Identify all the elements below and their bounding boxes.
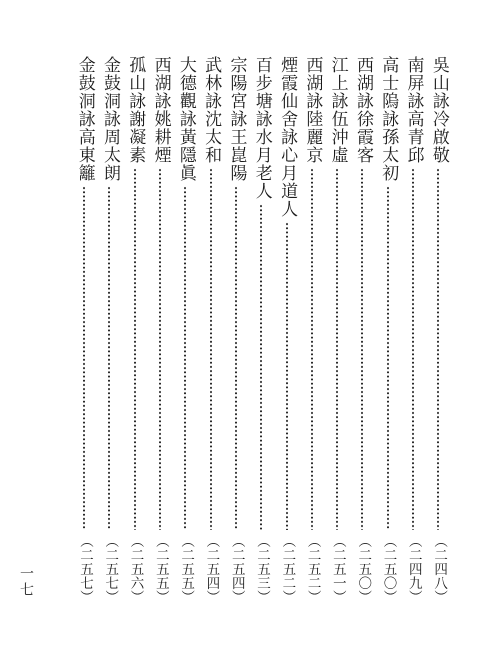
dot-leader	[361, 168, 363, 530]
dot-leader	[437, 168, 439, 530]
dot-leader	[260, 204, 262, 530]
toc-entry	[426, 56, 451, 604]
toc-entry	[173, 56, 198, 604]
entry-title: 南屏詠高青邱	[403, 56, 424, 164]
toc-entry	[249, 56, 274, 604]
entry-page-number: （二五〇）	[355, 534, 372, 604]
entry-page-number: （二五一）	[329, 534, 346, 604]
toc-entry	[147, 56, 172, 604]
dot-leader	[412, 168, 414, 530]
toc-entry	[375, 56, 400, 604]
entry-title: 西湖詠陸麗京	[302, 56, 323, 164]
dot-leader	[134, 168, 136, 530]
toc-entry	[223, 56, 248, 604]
dot-leader	[235, 186, 237, 530]
entry-title: 金鼓洞詠周太朗	[99, 56, 120, 182]
toc-entry	[350, 56, 375, 604]
entry-page-number: （二五三）	[254, 534, 271, 604]
entry-page-number: （二五七）	[102, 534, 119, 604]
entry-title: 孤山詠謝凝素	[125, 56, 146, 164]
toc-entry	[299, 56, 324, 604]
entry-page-number: （二五六）	[127, 534, 144, 604]
entry-page-number: （二五五）	[152, 534, 169, 604]
toc-entry	[198, 56, 223, 604]
entry-title: 百步塘詠水月老人	[251, 56, 272, 200]
entry-title: 大德觀詠黃隱眞	[175, 56, 196, 182]
entry-page-number: （二五七）	[76, 534, 93, 604]
toc-entry	[325, 56, 350, 604]
page-folio-number: 一七	[18, 566, 34, 598]
toc-entry	[122, 56, 147, 604]
entry-page-number: （二五二）	[279, 534, 296, 604]
entry-title: 吳山詠冷啟敬	[428, 56, 449, 164]
entry-page-number: （二五五）	[178, 534, 195, 604]
entry-page-number: （二五〇）	[380, 534, 397, 604]
entry-title: 金鼓洞詠高東籬	[74, 56, 95, 182]
entry-page-number: （二五四）	[228, 534, 245, 604]
dot-leader	[387, 186, 389, 530]
entry-page-number: （二四八）	[431, 534, 448, 604]
entry-title: 高士隖詠孫太初	[378, 56, 399, 182]
dot-leader	[83, 186, 85, 530]
dot-leader	[210, 168, 212, 530]
entry-title: 宗陽宮詠王崑陽	[226, 56, 247, 182]
dot-leader	[336, 168, 338, 530]
entry-title: 煙霞仙舍詠心月道人	[277, 56, 298, 218]
toc-entry	[274, 56, 299, 604]
toc-entry	[97, 56, 122, 604]
dot-leader	[108, 186, 110, 530]
dot-leader	[286, 222, 288, 530]
entry-title: 江上詠伍沖虛	[327, 56, 348, 164]
toc-entry	[400, 56, 425, 604]
entry-page-number: （二五二）	[304, 534, 321, 604]
dot-leader	[159, 168, 161, 530]
dot-leader	[311, 168, 313, 530]
dot-leader	[184, 186, 186, 530]
entry-title: 西湖詠徐霞客	[352, 56, 373, 164]
entry-title: 西湖詠姚耕煙	[150, 56, 171, 164]
entry-page-number: （二五四）	[203, 534, 220, 604]
entry-page-number: （二四九）	[405, 534, 422, 604]
entry-title: 武林詠沈太和	[201, 56, 222, 164]
toc-entry	[72, 56, 97, 604]
table-of-contents	[72, 56, 451, 604]
